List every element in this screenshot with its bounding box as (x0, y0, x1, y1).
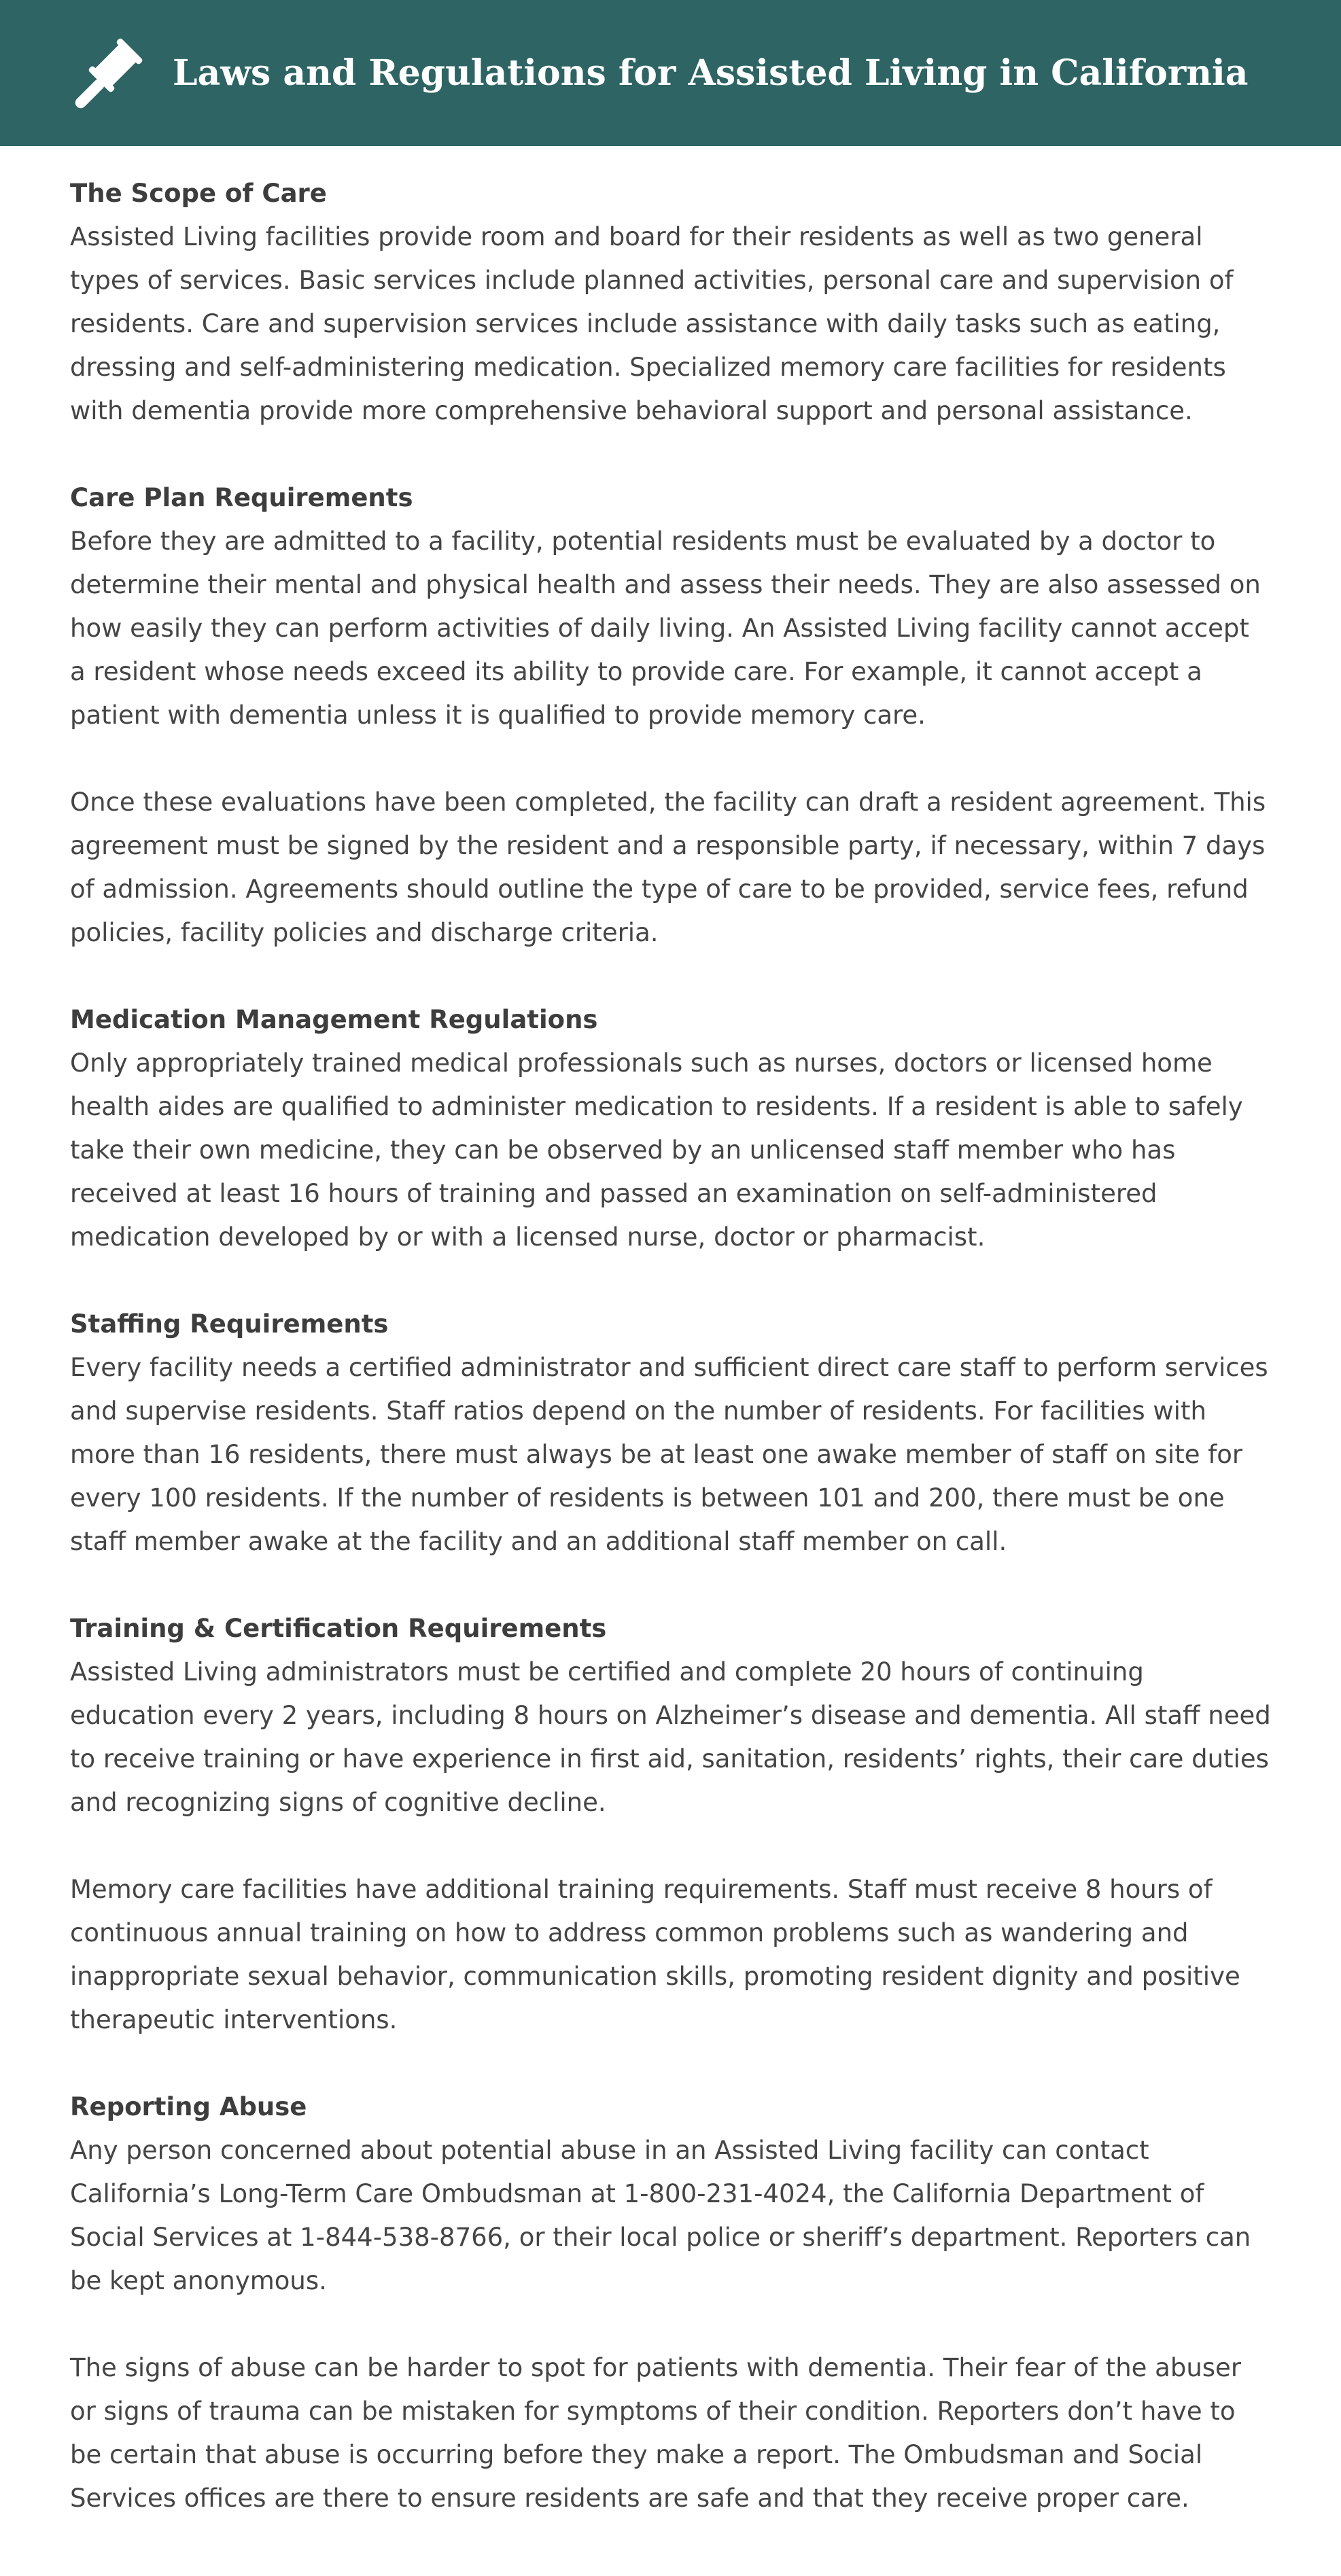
section-spacer (70, 1564, 1271, 1607)
section-paragraph: Memory care facilities have additional training requirements. Staff must receive 8 hours of continuous annual training on how to address common problems such as wandering and inappropriate sexual behavior, communication skills, promoting resident dignity and positive therapeutic interventions. (70, 1875, 1240, 2034)
page-header (0, 0, 1341, 146)
section-paragraph: Assisted Living administrators must be certified and complete 20 hours of continuing education every 2 years, including 8 hours on Alzheimer’s disease and dementia. All staff need to receive training or have experience in first aid, sanitation, residents’ rights, their care duties and recognizing signs of cognitive decline. (70, 1657, 1271, 1817)
section-paragraph: Assisted Living facilities provide room and board for their residents as well as two general types of services. Basic services include planned activities, personal care and supervision of residents. Care and supervision services include assistance with daily tasks such as eating, dressing and self-administering medication. Specialized memory care facilities for residents with dementia provide more comprehensive behavioral support and personal assistance. (70, 222, 1234, 425)
page-title: Laws and Regulations for Assisted Living in California (173, 52, 1249, 94)
section-title-medication: Medication Management Regulations (70, 1005, 598, 1034)
section-spacer (70, 1824, 1271, 1868)
section-spacer (70, 1259, 1271, 1303)
section-spacer (70, 433, 1271, 476)
section-title-staffing: Staffing Requirements (70, 1309, 389, 1339)
section-title-training: Training & Certification Requirements (70, 1614, 607, 1643)
gavel-icon (68, 33, 150, 114)
section-spacer (70, 2042, 1271, 2085)
section-title-reporting-abuse: Reporting Abuse (70, 2092, 307, 2121)
section-paragraph: Every facility needs a certified administrator and sufficient direct care staff to perform services and supervise residents. Staff ratios depend on the number of residents. For facilities with more than 16 residents, there must always be at least one awake member of staff on site for every 100 residents. If the number of residents is between 101 and 200, there must be one staff member awake at the facility and an additional staff member on call. (70, 1353, 1268, 1556)
section-title-scope-of-care: The Scope of Care (70, 179, 327, 208)
article-body (0, 146, 1341, 2520)
section-spacer (70, 955, 1271, 998)
section-paragraph: Any person concerned about potential abuse in an Assisted Living facility can contact California’s Long-Term Care Ombudsman at 1-800-231-4024, the California Department of Social Services at 1-844-538-8766, or their local police or sheriff’s department. Reporters can be kept anonymous. (70, 2136, 1251, 2295)
section-title-care-plan: Care Plan Requirements (70, 483, 413, 512)
section-paragraph: Only appropriately trained medical professionals such as nurses, doctors or licensed home health aides are qualified to administer medication to residents. If a resident is able to safely take their own medicine, they can be observed by an unlicensed staff member who has received at least 16 hours of training and passed an examination on self-administered medication developed by or with a licensed nurse, doctor or pharmacist. (70, 1048, 1243, 1252)
section-spacer (70, 737, 1271, 781)
section-paragraph: Before they are admitted to a facility, potential residents must be evaluated by a doctor to determine their mental and physical health and assess their needs. They are also assessed on how easily they can perform activities of daily living. An Assisted Living facility cannot accept a resident whose needs exceed its ability to provide care. For example, it cannot accept a patient with dementia unless it is qualified to provide memory care. (70, 527, 1261, 730)
section-paragraph: Once these evaluations have been completed, the facility can draft a resident agreement. This agreement must be signed by the resident and a responsible party, if necessary, within 7 days of admission. Agreements should outline the type of care to be provided, service fees, refund policies, facility policies and discharge criteria. (70, 788, 1266, 947)
section-spacer (70, 2303, 1271, 2346)
section-paragraph: The signs of abuse can be harder to spot for patients with dementia. Their fear of the abuser or signs of trauma can be mistaken for symptoms of their condition. Reporters don’t have to be certain that abuse is occurring before they make a report. The Ombudsman and Social Services offices are there to ensure residents are safe and that they receive proper care. (70, 2353, 1242, 2513)
